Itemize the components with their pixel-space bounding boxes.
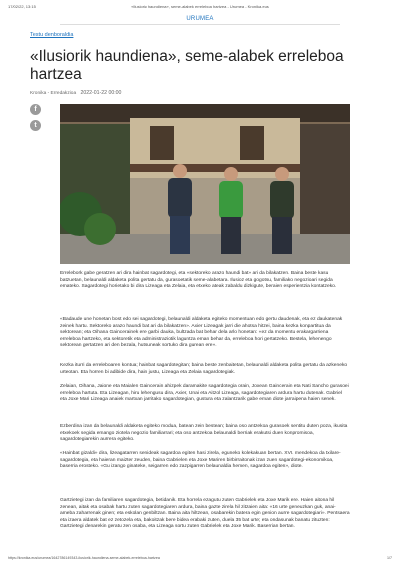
print-url: https://kronika.eus/urumea/1642786149343-ilusiorik-haundiena-seme-alabek-erreleboa-hartzea — [8, 556, 160, 560]
paragraph: Ezberdina izan da belaunaldi aldaketa egiteko modua, batean zein bestean; baina oso antzekoa gurasoek sentitu duten poza, ikusita etxekoek segida emango ziotela negozio familiarrari; eta oso antzekoa belaunaldi berriak erakutsi duen konpromisoa, sagardotegiarekin aurrera egiteko. — [60, 424, 348, 443]
print-page-number: 1/7 — [387, 556, 392, 560]
twitter-share-icon[interactable]: t — [30, 120, 41, 131]
facebook-share-icon[interactable]: f — [30, 104, 41, 115]
paragraph: Errelebork gabe geratzen ari dira hainbat sagardotegi, eta «sektoreko arazo haundi bat» ari da bilakatzen. Baina beste kasu batzuetan, belaunaldi aldaketa polita gertatu da, gurasoetatik seme-alabetara. Ilusioz eta gogotsu, familiako negozioari segida emateko. Sagardotegi horietako bi dira Lizeaga eta Zelaia, eta etxeko ateak zabaldu dizkigute, beraien esperientzia kontatzeko. — [60, 271, 337, 290]
paragraph: «Badaude une honetan bost edo sei sagardotegi, belaunaldi aldaketa egiteko momentuan edo gertu daudenak, eta ez daukatenak zeinek hartu. Sektoreko arazo haundi bat ari da bilakatzen». Axier Lizeagak jarri die ahotsa hitzei, baina kezka konpartitua da sektorean; eta Oihana Gaincerainek ere garbi dauka, bultzada bat behar dela arlo honetan: «ez da momentu erakargarriena erreleboa hartzeko, eta sektoretik eta administraziotik laguntza eman behar da, erreleboa hori gertatzeko. Bestela, lehenengo sektorean gertatzen ari den bezala, hutsuneak sortuko dira gurean ere». — [60, 317, 343, 349]
photo-illustration — [60, 104, 350, 264]
paragraph: Gartzietegi izan da familiaren sagardotegia, betidanik. Eta horrela ezagutu zuten Gabrielek eta Joxe Marik ere. Haien aitona hil zenean, aitak eta osabak hartu zuten sagardotegiaren ardura, baina gazte zirela hil zitzaien aita: «16 urte geneuzkan guk, anai-ameba zaharrenak ginen; eta eskolan genbiltzan. Baina aita hiltzean, osabarekin batera egin genion aurre sagardotegiari». Pentsaera eta izaera aldatek bat ez zetozela eta, bakoitzak bere bidea erabaki zuten, duela 35 bat urte; eta ondasunak banatu zituzten: Gartzietegi denarekin geratu zen osaba, eta Lizeaga sortu zuten Gabrielek eta Joxe Marik. Baserrian bertan. — [60, 498, 350, 530]
site-name-link[interactable]: URUMEA — [186, 16, 214, 22]
print-datetime: 17/02/22, 13:15 — [8, 4, 36, 9]
article-photo — [60, 104, 350, 264]
category-link[interactable]: Testu denboraldia — [30, 32, 74, 38]
paragraph: Zelaian, Oihana, Jaione eta Maialen Gaincerain ahizpek daramakite sagardotegia orain, Joxean Gaincerain eta Nati Sancho gurasoei erreleboa hartuta. Eta Lizeagan, hiru lehengusu dira, Axier, Unai eta Aitzol Lizeaga, sagardotegiaren ardura hartu dutenak. Gabriel eta Joxe Mari Lizeaga anaiek martxan jarritako sagardotegian, gustura eta zalantzarik gabe eman diote jarraipena haien senek. — [60, 384, 349, 403]
article-meta — [30, 90, 121, 96]
print-header — [8, 4, 392, 12]
article-date: 2022-01-22 00:00 — [80, 90, 122, 96]
print-footer — [8, 556, 392, 562]
header-divider — [60, 24, 340, 25]
article-author: Kronika - Erredakzioa — [30, 91, 77, 96]
article-title: «Ilusiorik haundiena», seme-alabek erreleboa hartzea — [30, 48, 344, 83]
paragraph: Kezka iturri da erreleboaren kontua; hainbat sagardotegitan; baina beste zenbaitetan, belaunaldi aldaketa polita gertatu da azkeneko urteotan. Eta horren bi adibide dira, hain justu, Lizeaga eta Zelaia sagardotegiak. — [60, 363, 348, 375]
paragraph: «Hainbat gizaldi» dira, lizeagatarren senideak sagardoa egiten hasi zirela, eguneko kolekakuan bertan. XVI. mendekoa da txilare-sagardotegia, eta haieran maizter zeuden, baina Gabrielen eta Joxe Mariren birbirraitonak izan zuen sagardotegi-ekonomikoa, baserria erosteko. «Gu izango ginateke, seigarren edo zazpigarren belaunaldia hemen, sagardoa egiten», diote. — [60, 451, 341, 470]
print-page-title: «Ilusioriк haundiena», seme-alabek erreleboa hartzea - Urumea - Kronika.eus — [131, 4, 269, 9]
